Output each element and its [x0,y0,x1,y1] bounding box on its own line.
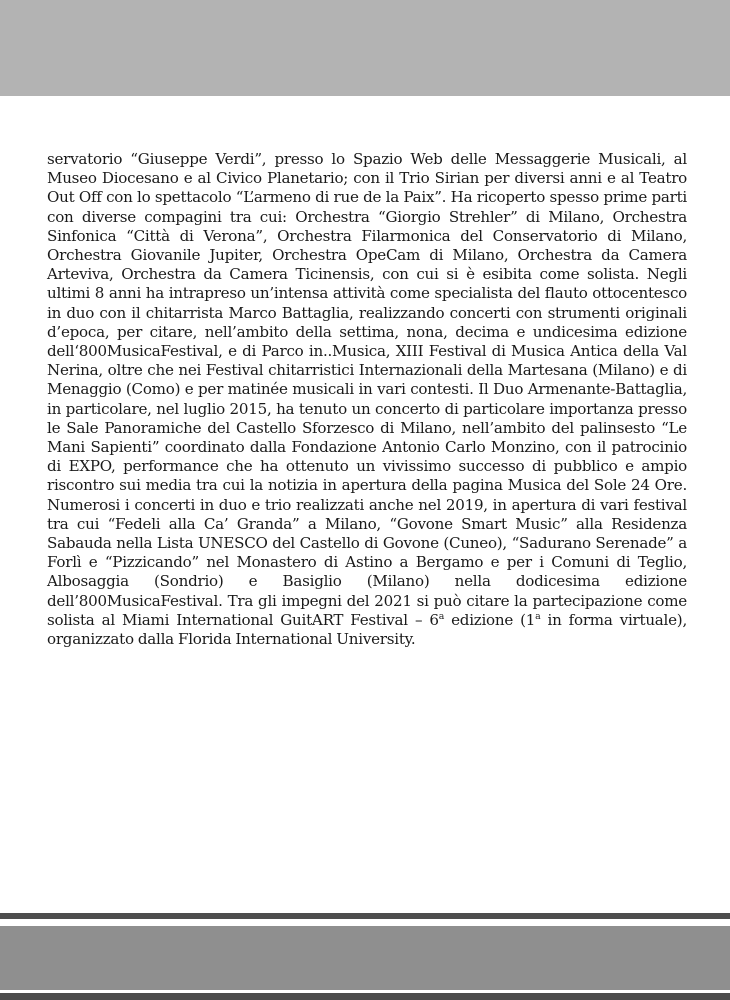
ordinal-indicator: a [438,610,445,622]
paragraph-text-end: in forma virtuale), organizzato dalla Florida International University. [47,610,687,649]
header-band [0,0,730,96]
paragraph-text-continued: edizione (1 [444,610,536,629]
biography-paragraph [47,150,687,649]
footer-stripe-top [0,913,730,919]
footer-stripe-bottom [0,993,730,1000]
ordinal-indicator: a [535,610,541,622]
paragraph-text: servatorio “Giuseppe Verdi”, presso lo Spazio Web delle Messaggerie Musicali, al Museo Diocesano e al Civico Planetario; con il Trio Sirian per diversi anni e al Teatro Out Off con lo spettacolo “L’armeno di rue de la Paix”. Ha ricoperto spesso prime parti con diverse compagini tra cui: Orchestra “Giorgio Strehler” di Milano, Orchestra Sinfonica “Città di Verona”, Orchestra Filarmonica del Conservatorio di Milano, Orchestra Giovanile Jupiter, Orchestra OpeCam di Milano, Orchestra da Camera Arteviva, Orchestra da Camera Ticinensis, con cui si è esibita come solista. Negli ultimi 8 anni ha intrapreso un’intensa attività come specialista del flauto ottocentesco in duo con il chitarrista Marco Battaglia, realizzando concerti con strumenti originali d’epoca, per citare, nell’ambito della settima, nona, decima e undicesima edizione dell‘800MusicaFestival, e di Parco in..Musica, XIII Festival di Musica Antica della Val Nerina, oltre che nei Festival chitarristici Internazionali della Martesana (Milano) e di Menaggio (Como) e per matinée musicali in vari contesti. Il Duo Armenante-Battaglia, in particolare, nel luglio 2015, ha tenuto un concerto di particolare importanza presso le Sale Panoramiche del Castello Sforzesco di Milano, nell’ambito del palinsesto “Le Mani Sapienti” coordinato dalla Fondazione Antonio Carlo Monzino, con il patrocinio di EXPO, performance che ha ottenuto un vivissimo successo di pubblico e ampio riscontro sui media tra cui la notizia in apertura della pagina Musica del Sole 24 Ore. Numerosi i concerti in duo e trio realizzati anche nel 2019, in apertura di vari festival tra cui “Fedeli alla Ca’ Granda” a Milano, “Govone Smart Music” alla Residenza Sabauda nella Lista UNESCO del Castello di Govone (Cuneo), “Sadurano Serenade” a Forlì e “Pizzicando” nel Monastero di Astino a Bergamo e per i Comuni di Teglio, Albosaggia (Sondrio) e Basiglio (Milano) nella dodicesima edizione dell’800MusicaFestival. Tra gli impegni del 2021 si può citare la partecipazione come solista al Miami International GuitART Festival – 6 [47,150,687,629]
footer-band [0,926,730,990]
